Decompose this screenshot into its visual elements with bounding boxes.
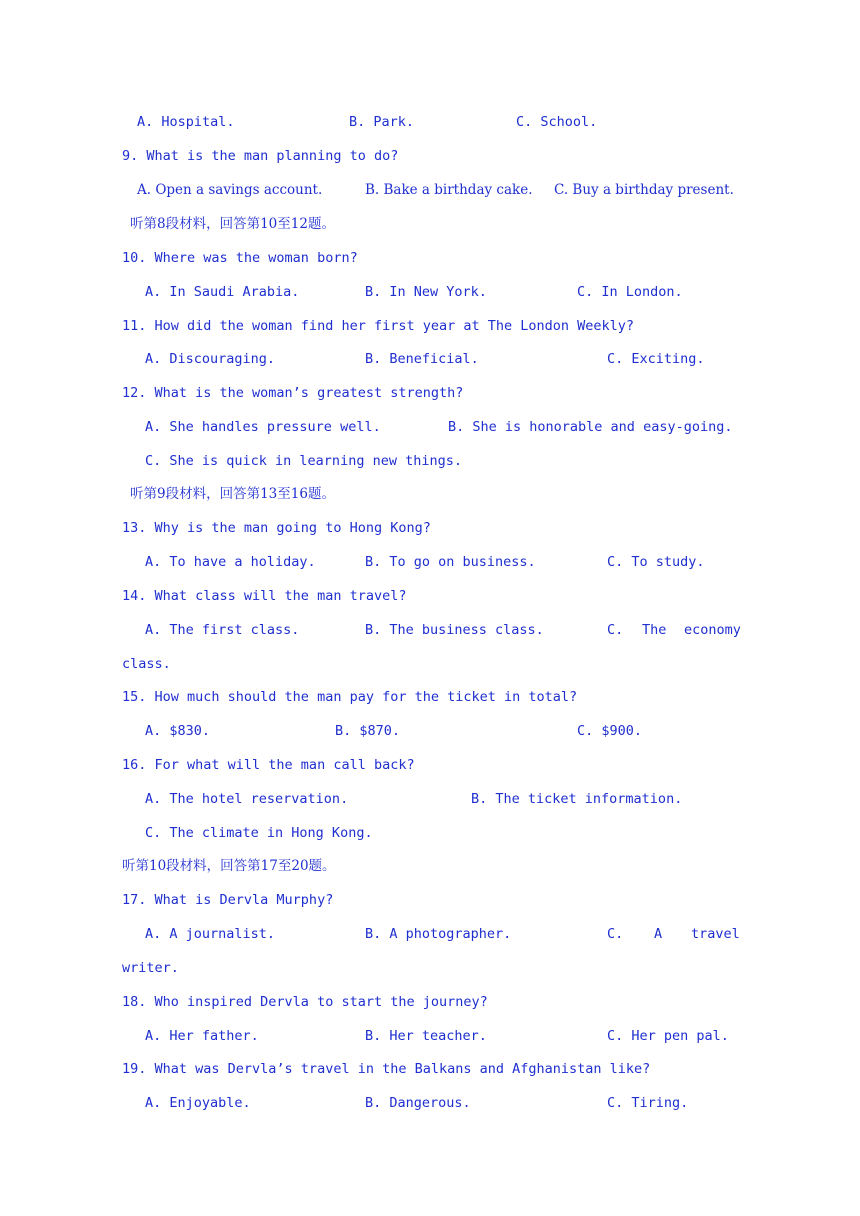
q14-option-c-word2: economy bbox=[684, 622, 741, 638]
q13-question: 13. Why is the man going to Hong Kong? bbox=[122, 520, 431, 536]
q8-option-a: A. Hospital. bbox=[137, 114, 235, 130]
q9-option-c: C. Buy a birthday present. bbox=[554, 182, 734, 198]
q19-option-c: C. Tiring. bbox=[607, 1095, 689, 1111]
q16-option-a: A. The hotel reservation. bbox=[145, 791, 349, 807]
q17-option-a: A. A journalist. bbox=[145, 926, 276, 942]
q12-option-b: B. She is honorable and easy-going. bbox=[448, 419, 733, 435]
q8-option-b: B. Park. bbox=[349, 114, 415, 130]
q13-option-c: C. To study. bbox=[607, 554, 705, 570]
q9-option-a: A. Open a savings account. bbox=[137, 182, 323, 198]
q9-option-b: B. Bake a birthday cake. bbox=[365, 182, 533, 198]
q10-option-c: C. In London. bbox=[577, 284, 683, 300]
q14-option-c-letter: C. bbox=[607, 622, 624, 638]
q17-option-c-continued: writer. bbox=[122, 960, 179, 976]
q15-option-c: C. $900. bbox=[577, 723, 643, 739]
q16-option-c: C. The climate in Hong Kong. bbox=[145, 825, 373, 841]
q11-option-a: A. Discouraging. bbox=[145, 351, 276, 367]
q13-option-a: A. To have a holiday. bbox=[145, 554, 316, 570]
q14-option-c-word1: The bbox=[642, 622, 667, 638]
q14-option-a: A. The first class. bbox=[145, 622, 300, 638]
q10-question: 10. Where was the woman born? bbox=[122, 250, 358, 266]
section-10-heading: 听第10段材料，回答第17至20题。 bbox=[122, 858, 336, 874]
q11-question: 11. How did the woman find her first year at The London Weekly? bbox=[122, 318, 635, 334]
section-9-heading: 听第9段材料，回答第13至16题。 bbox=[130, 486, 335, 502]
q19-question: 19. What was Dervla’s travel in the Balkans and Afghanistan like? bbox=[122, 1061, 651, 1077]
q17-option-b: B. A photographer. bbox=[365, 926, 512, 942]
q16-option-b: B. The ticket information. bbox=[471, 791, 683, 807]
q18-question: 18. Who inspired Dervla to start the journey? bbox=[122, 994, 488, 1010]
q17-option-c-letter: C. bbox=[607, 926, 624, 942]
q18-option-b: B. Her teacher. bbox=[365, 1028, 487, 1044]
q14-option-c-continued: class. bbox=[122, 656, 171, 672]
q13-option-b: B. To go on business. bbox=[365, 554, 536, 570]
q17-option-c-word2: travel bbox=[691, 926, 740, 942]
q17-question: 17. What is Dervla Murphy? bbox=[122, 892, 334, 908]
q14-option-b: B. The business class. bbox=[365, 622, 544, 638]
q11-option-b: B. Beneficial. bbox=[365, 351, 479, 367]
q12-option-c: C. She is quick in learning new things. bbox=[145, 453, 462, 469]
q16-question: 16. For what will the man call back? bbox=[122, 757, 415, 773]
q9-question: 9. What is the man planning to do? bbox=[122, 148, 399, 164]
q18-option-a: A. Her father. bbox=[145, 1028, 259, 1044]
q17-option-c-word1: A bbox=[654, 926, 663, 942]
q14-question: 14. What class will the man travel? bbox=[122, 588, 407, 604]
section-8-heading: 听第8段材料，回答第10至12题。 bbox=[130, 216, 335, 232]
q19-option-b: B. Dangerous. bbox=[365, 1095, 471, 1111]
q12-question: 12. What is the woman’s greatest strength? bbox=[122, 385, 464, 401]
q18-option-c: C. Her pen pal. bbox=[607, 1028, 729, 1044]
q10-option-b: B. In New York. bbox=[365, 284, 487, 300]
q15-question: 15. How much should the man pay for the ticket in total? bbox=[122, 689, 578, 705]
q19-option-a: A. Enjoyable. bbox=[145, 1095, 251, 1111]
q8-option-c: C. School. bbox=[516, 114, 598, 130]
q12-option-a: A. She handles pressure well. bbox=[145, 419, 381, 435]
q15-option-b: B. $870. bbox=[335, 723, 401, 739]
q11-option-c: C. Exciting. bbox=[607, 351, 705, 367]
q10-option-a: A. In Saudi Arabia. bbox=[145, 284, 300, 300]
q15-option-a: A. $830. bbox=[145, 723, 211, 739]
